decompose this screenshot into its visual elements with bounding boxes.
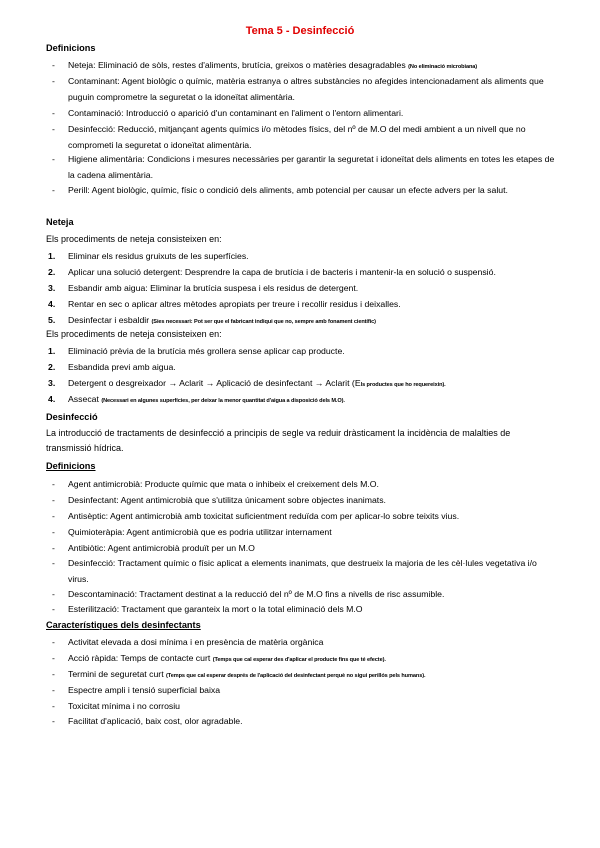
list-item <box>46 73 558 105</box>
item-text: Aplicar una solució detergent: Desprendre la capa de brutícia i de bacteris i mantenir-la en solució o suspensió. <box>68 267 496 277</box>
list-item <box>46 713 558 729</box>
list-item <box>46 601 558 617</box>
bullet-marker: - <box>52 108 55 118</box>
item-number: 4. <box>48 394 56 404</box>
characteristic-text: Espectre ampli i tensió superficial baixa <box>68 685 221 695</box>
bullet-marker: - <box>52 653 55 663</box>
arrow-right-icon: → <box>314 378 324 388</box>
step-aclarit-final: Aclarit (E <box>323 378 361 388</box>
item-text: Eliminació prèvia de la brutícia més grollera sense aplicar cap producte. <box>68 346 345 356</box>
list-item <box>46 476 558 492</box>
list-item <box>46 634 558 650</box>
bullet-marker: - <box>52 495 55 505</box>
definition-text: Contaminant: Agent biològic o químic, matèria estranya o altres substàncies no afegides intencionadament als aliments que puguin comprometre la seguretat o la idoneïtat alimentària. <box>68 76 544 102</box>
bullet-marker: - <box>52 479 55 489</box>
item-note: (Necessari en algunes superfícies, per deixar la menor quantitat d'aigua a disposició dels M.O). <box>101 398 345 404</box>
item-number: 2. <box>48 362 56 372</box>
characteristic-text: Toxicitat mínima i no corrosiu <box>68 701 181 711</box>
list-item <box>46 151 558 183</box>
item-number: 3. <box>48 283 56 293</box>
characteristic-text: Activitat elevada a dosi mínima i en presència de matèria orgànica <box>68 637 324 647</box>
intro-text: Els procediments de neteja consisteixen en: <box>46 234 222 244</box>
bullet-marker: - <box>52 185 55 195</box>
item-text: Esbandir amb aigua: Eliminar la brutícia suspesa i els residus de detergent. <box>68 283 359 293</box>
definition-text: Antibiòtic: Agent antimicrobià produït per un M.O <box>68 543 255 553</box>
numbered-item <box>46 296 558 312</box>
numbered-item <box>46 280 558 296</box>
item-note: (Sies necessari: Pot ser que el fabricant indiqui que no, sempre amb fonament científic) <box>151 319 376 325</box>
arrow-right-icon: → <box>205 378 215 388</box>
list-item <box>46 105 558 121</box>
characteristic-note: (Temps que cal esperar després de l'aplicació del desinfectant perquè no sigui perillós pels humans). <box>166 673 426 679</box>
intro-text: Els procediments de neteja consisteixen en: <box>46 329 222 339</box>
item-note: ls productes que ho requereixin). <box>360 382 446 388</box>
bullet-marker: - <box>52 558 55 568</box>
arrow-right-icon: → <box>168 378 178 388</box>
list-item <box>46 182 558 198</box>
item-text: Rentar en sec o aplicar altres mètodes apropiats per treure i recollir residus i deixalles. <box>68 299 401 309</box>
section-heading-desinfeccio: Desinfecció <box>46 412 98 422</box>
section-paragraph: La introducció de tractaments de desinfecció a principis de segle va reduir dràsticament la incidència de malalties de transmissió hídrica. <box>46 428 511 453</box>
bullet-marker: - <box>52 543 55 553</box>
list-item <box>46 508 558 524</box>
bullet-marker: - <box>52 637 55 647</box>
bullet-marker: - <box>52 589 55 599</box>
characteristic-note: (Temps que cal esperar des d'aplicar el producte fins que té efecte). <box>212 657 386 663</box>
section-heading-definicions: Definicions <box>46 43 96 53</box>
list-item <box>46 492 558 508</box>
bullet-marker: - <box>52 124 55 134</box>
item-text: Assecat <box>68 394 102 404</box>
step-desinfectant: Aplicació de desinfectant <box>214 378 315 388</box>
bullet-marker: - <box>52 154 55 164</box>
item-text: Esbandida previ amb aigua. <box>68 362 176 372</box>
item-text: Eliminar els residus gruixuts de les superfícies. <box>68 251 249 261</box>
definition-text: Agent antimicrobià: Producte químic que mata o inhibeix el creixement dels M.O. <box>68 479 379 489</box>
list-item <box>46 586 558 602</box>
definition-text: Antisèptic: Agent antimicrobià amb toxicitat suficientment reduïda com per aplicar-lo sobre teixits vius. <box>68 511 460 521</box>
bullet-marker: - <box>52 701 55 711</box>
section-heading-neteja: Neteja <box>46 217 74 227</box>
bullet-marker: - <box>52 60 55 70</box>
step-detergent: Detergent o desgreixador <box>68 378 169 388</box>
bullet-marker: - <box>52 669 55 679</box>
definition-text: Descontaminació: Tractament destinat a la reducció del nº de M.O fins a nivells de risc assumible. <box>68 589 445 599</box>
bullet-marker: - <box>52 604 55 614</box>
list-item <box>46 682 558 698</box>
definition-text: Perill: Agent biològic, químic, físic o condició dels aliments, amb potencial per causar un efecte advers per la salut. <box>68 185 508 195</box>
characteristic-text: Termini de seguretat curt <box>68 669 167 679</box>
bullet-marker: - <box>52 527 55 537</box>
bullet-marker: - <box>52 76 55 86</box>
numbered-item <box>46 359 558 375</box>
item-number: 5. <box>48 315 56 325</box>
item-number: 1. <box>48 346 56 356</box>
numbered-item <box>46 391 558 409</box>
list-item <box>46 524 558 540</box>
definition-note: (No eliminació microbiana) <box>408 64 478 70</box>
numbered-item <box>46 264 558 280</box>
characteristic-text: Acció ràpida: Temps de contacte curt <box>68 653 213 663</box>
item-number: 4. <box>48 299 56 309</box>
list-item <box>46 555 558 587</box>
item-number: 1. <box>48 251 56 261</box>
item-text: Desinfectar i esbaldir <box>68 315 152 325</box>
list-item <box>46 121 558 153</box>
list-item <box>46 698 558 714</box>
bullet-marker: - <box>52 685 55 695</box>
definition-text: Higiene alimentària: Condicions i mesures necessàries per garantir la seguretat i idoneïtat dels aliments en totes les etapes de la cadena alimentària. <box>68 154 555 180</box>
subsection-heading-caracteristiques: Característiques dels desinfectants <box>46 620 201 630</box>
definition-text: Desinfectant: Agent antimicrobià que s'utilitza únicament sobre objectes inanimats. <box>68 495 386 505</box>
step-aclarit: Aclarit <box>177 378 206 388</box>
characteristic-text: Facilitat d'aplicació, baix cost, olor agradable. <box>68 716 243 726</box>
definition-text: Esterilització: Tractament que garanteix la mort o la total eliminació dels M.O <box>68 604 363 614</box>
definition-text: Contaminació: Introducció o aparició d'un contaminant en l'aliment o l'entorn alimentari. <box>68 108 404 118</box>
definition-text: Desinfecció: Reducció, mitjançant agents químics i/o mètodes físics, del nº de M.O del medi ambient a un nivell que no comprometi la seguretat o idoneïtat alimentària. <box>68 124 526 150</box>
definition-text: Neteja: Eliminació de sòls, restes d'aliments, brutícia, greixos o matèries desagradables <box>68 60 409 70</box>
list-item <box>46 540 558 556</box>
definition-text: Desinfecció: Tractament químic o físic aplicat a elements inanimats, que destrueix la majoria de les cèl·lules vegetativa i/o virus. <box>68 558 537 584</box>
bullet-marker: - <box>52 716 55 726</box>
item-number: 2. <box>48 267 56 277</box>
document-title: Tema 5 - Desinfecció <box>245 25 355 37</box>
definition-text: Quimioteràpia: Agent antimicrobià que es podria utilitzar internament <box>68 527 332 537</box>
numbered-item <box>46 248 558 264</box>
numbered-item <box>46 343 558 359</box>
bullet-marker: - <box>52 511 55 521</box>
item-number: 3. <box>48 378 56 388</box>
subsection-heading-definicions: Definicions <box>46 461 96 471</box>
